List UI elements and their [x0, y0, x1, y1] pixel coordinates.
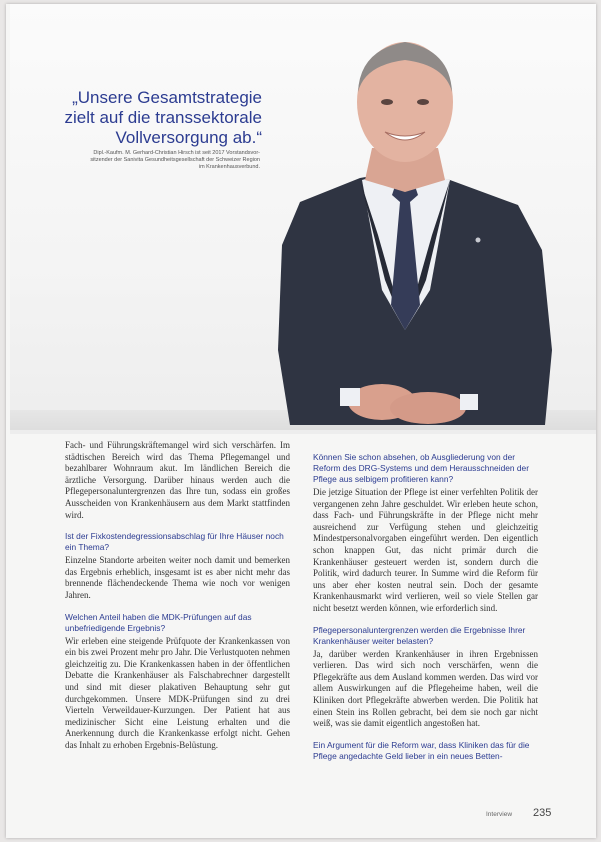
interview-question: Ein Argument für die Reform war, dass Kliniken das für die Pflege angedachte Geld lieber in ein neues Betten- [313, 739, 530, 761]
right-text-column [313, 452, 538, 764]
portrait-photo [260, 30, 560, 425]
pull-quote [40, 88, 262, 148]
left-text-column [65, 440, 290, 761]
photo-caption [60, 150, 260, 171]
photo-caption-line: im Krankenhausverbund. [198, 164, 260, 170]
interview-question: Welchen Anteil haben die MDK-Prüfungen auf das unbefriedigende Ergebnis? [65, 611, 252, 633]
pull-quote-line: zielt auf die transsektorale [64, 108, 262, 127]
body-paragraph: Die jetzige Situation der Pflege ist einer verfehlten Politik der vergangenen zehn Jahre geschuldet. Wir erleben heute schon, dass Fach- und Führungskräfte in der Pflege nicht mehr ausreichend zur Verfügung stehen und gleichzeitig Mindestpersonalvorgaben eingeführt werden. Den eigentlich schon knappen Gut, das nicht primär durch die Krankenhäuser gesteuert werden ist, sondern durch die Politik, wird dadurch teurer. In Summe wird die Reform für uns aber eher kosten neutral sein. Doch der gesamte Krankenhausmarkt wird verlieren, weil so viele Stellen gar nicht besetzt werden können, wie erforderlich sind. [313, 487, 538, 613]
interview-question: Ist der Fixkostendegressionsabschlag für Ihre Häuser noch ein Thema? [65, 531, 284, 553]
photo-caption-line: sitzender der Sanivita Gesundheitsgesellschaft der Schweizer Region [90, 157, 260, 163]
photo-caption-line: Dipl.-Kaufm. M. Gerhard-Christian Hirsch ist seit 2017 Vorstandsvor- [93, 150, 260, 156]
page-number: 235 [533, 807, 552, 819]
body-paragraph: Wir erleben eine steigende Prüfquote der Krankenkassen von ein bis zwei Prozent mehr pro Jahr. Die Verlustquoten nehmen gleichzeitig zu. Die Krankenkassen haben in der öffentlichen Debatte die Krankenhäuser als Falschabrechner dargestellt und sind mit dieser plakativen Behauptung sehr gut durchgekommen. Unsere MDK-Prüfungen sind zu drei Vierteln Verweildauer-Kurzungen. Der Patient hat aus medizinischer Sicht eine Leistung erhalten und die Anerkennung durch die Krankenkasse erfolgt nicht. Gehen das Inhalt zu erhoben Ergebnis-Belüstung. [65, 635, 290, 750]
interview-question: Pflegepersonaluntergrenzen werden die Ergebnisse Ihrer Krankenhäuser weiter belasten? [313, 624, 526, 646]
body-paragraph: Einzelne Standorte arbeiten weiter noch damit und bemerken das Ergebnis erheblich, insgesamt ist es aber nicht mehr das brennende flächendeckende Thema wie noch vor wenigen Jahren. [65, 555, 290, 600]
body-paragraph: Ja, darüber werden Krankenhäuser in ihren Ergebnissen verlieren. Das wird sich noch verschärfen, wenn die Pflegekräfte aus dem Ausland kommen werden. Das wird vor allem Auswirkungen auf die Pflegeheime haben, weil die Kliniken dort Pflegekräfte abwerben werden. Die Politik hat einen Stein ins Rollen gebracht, bei dem sie noch gar nicht weiß, was sie damit eigentlich angestoßen hat. [313, 648, 538, 729]
body-paragraph: Fach- und Führungskräftemangel wird sich verschärfen. Im städtischen Bereich wird das Thema Pflegemangel und bezahlbarer Wohnraum akut. Im ländlichen Bereich die ärztliche Versorgung. Darüber hinaus werden auch die Pflegepersonaluntergrenzen das Ihre tun, sodass ein großes Ausscheiden von Krankenhäusern aus dem Markt stattfinden wird. [65, 440, 290, 520]
interview-question: Können Sie schon absehen, ob Ausgliederung von der Reform des DRG-Systems und dem Herausschneiden der Pflege aus selbigem profitieren kann? [313, 452, 529, 484]
pull-quote-line: Vollversorgung ab.“ [115, 128, 262, 147]
pull-quote-line: „Unsere Gesamtstrategie [72, 88, 262, 107]
section-label: Interview [486, 811, 513, 818]
